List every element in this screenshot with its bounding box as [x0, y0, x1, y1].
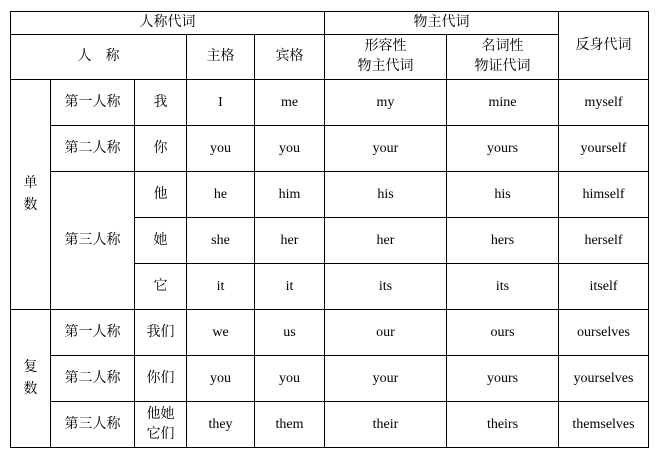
noun-possessive-cell: his — [447, 172, 559, 218]
objective-cell: them — [255, 402, 325, 448]
nominative-cell: he — [187, 172, 255, 218]
group-singular-line1: 单 — [23, 175, 38, 191]
chinese-cell: 我 — [135, 80, 187, 126]
header-nominative: 主格 — [187, 35, 255, 80]
chinese-cell-line1: 他她 — [146, 406, 175, 422]
objective-cell: me — [255, 80, 325, 126]
group-singular — [11, 80, 51, 310]
reflexive-cell: yourselves — [559, 356, 649, 402]
person-cell: 第二人称 — [51, 126, 135, 172]
group-plural — [11, 310, 51, 448]
group-plural-line2: 数 — [23, 381, 38, 397]
noun-possessive-cell: hers — [447, 218, 559, 264]
nominative-cell: you — [187, 126, 255, 172]
nominative-cell: it — [187, 264, 255, 310]
reflexive-cell: ourselves — [559, 310, 649, 356]
table-row — [11, 356, 649, 402]
reflexive-cell: themselves — [559, 402, 649, 448]
noun-possessive-cell: its — [447, 264, 559, 310]
chinese-cell: 你 — [135, 126, 187, 172]
header-person: 人 称 — [11, 35, 187, 80]
objective-cell: her — [255, 218, 325, 264]
table-row — [11, 172, 649, 218]
nominative-cell: we — [187, 310, 255, 356]
header-reflexive: 反身代词 — [559, 12, 649, 80]
person-cell: 第一人称 — [51, 310, 135, 356]
header-noun-possessive — [447, 35, 559, 80]
adj-possessive-cell: his — [325, 172, 447, 218]
chinese-cell — [135, 402, 187, 448]
adj-possessive-cell: her — [325, 218, 447, 264]
table-row — [11, 80, 649, 126]
noun-possessive-cell: yours — [447, 356, 559, 402]
adj-possessive-cell: your — [325, 126, 447, 172]
pronoun-table — [10, 11, 649, 448]
noun-possessive-cell: yours — [447, 126, 559, 172]
chinese-cell: 我们 — [135, 310, 187, 356]
objective-cell: us — [255, 310, 325, 356]
nominative-cell: I — [187, 80, 255, 126]
table-row — [11, 402, 649, 448]
noun-possessive-cell: theirs — [447, 402, 559, 448]
reflexive-cell: myself — [559, 80, 649, 126]
person-cell: 第三人称 — [51, 172, 135, 310]
adj-possessive-cell: our — [325, 310, 447, 356]
chinese-cell: 他 — [135, 172, 187, 218]
table-row — [11, 310, 649, 356]
group-singular-line2: 数 — [23, 197, 38, 213]
nominative-cell: they — [187, 402, 255, 448]
person-cell: 第二人称 — [51, 356, 135, 402]
objective-cell: you — [255, 356, 325, 402]
noun-possessive-cell: ours — [447, 310, 559, 356]
reflexive-cell: itself — [559, 264, 649, 310]
header-noun-possessive-line2: 物证代词 — [474, 59, 531, 74]
chinese-cell: 你们 — [135, 356, 187, 402]
header-personal-pronoun: 人称代词 — [11, 12, 325, 35]
reflexive-cell: yourself — [559, 126, 649, 172]
objective-cell: him — [255, 172, 325, 218]
header-row-2 — [11, 35, 649, 80]
group-plural-line1: 复 — [23, 359, 38, 375]
nominative-cell: you — [187, 356, 255, 402]
header-adj-possessive-line1: 形容性 — [364, 39, 407, 54]
reflexive-cell: herself — [559, 218, 649, 264]
chinese-cell: 她 — [135, 218, 187, 264]
table-row — [11, 126, 649, 172]
header-adj-possessive-line2: 物主代词 — [357, 59, 414, 74]
chinese-cell-line2: 它们 — [146, 426, 175, 442]
nominative-cell: she — [187, 218, 255, 264]
adj-possessive-cell: its — [325, 264, 447, 310]
header-noun-possessive-line1: 名词性 — [481, 39, 524, 54]
header-objective: 宾格 — [255, 35, 325, 80]
header-possessive-pronoun: 物主代词 — [325, 12, 559, 35]
person-cell: 第一人称 — [51, 80, 135, 126]
adj-possessive-cell: your — [325, 356, 447, 402]
header-adj-possessive — [325, 35, 447, 80]
adj-possessive-cell: their — [325, 402, 447, 448]
adj-possessive-cell: my — [325, 80, 447, 126]
person-cell: 第三人称 — [51, 402, 135, 448]
header-row-1 — [11, 12, 649, 35]
reflexive-cell: himself — [559, 172, 649, 218]
noun-possessive-cell: mine — [447, 80, 559, 126]
objective-cell: you — [255, 126, 325, 172]
chinese-cell: 它 — [135, 264, 187, 310]
objective-cell: it — [255, 264, 325, 310]
